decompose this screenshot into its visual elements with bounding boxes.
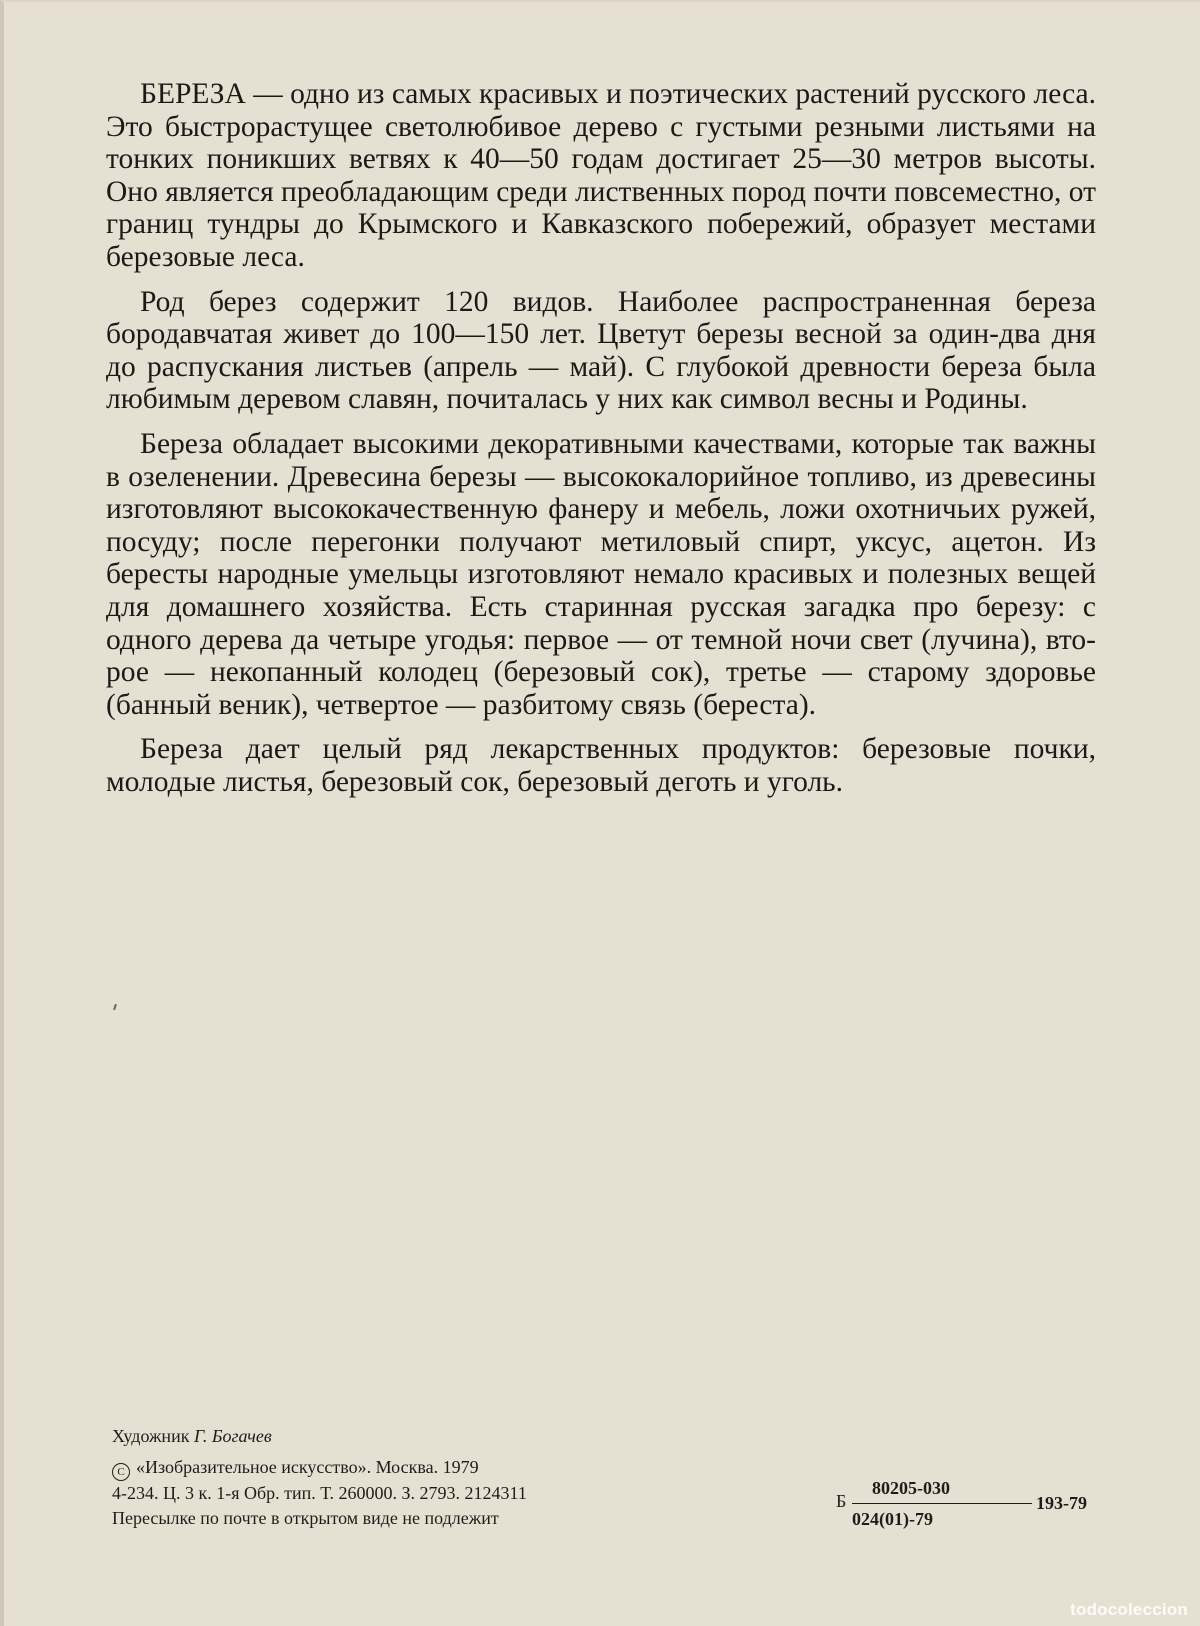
index-suffix: 193-79 (1036, 1493, 1087, 1513)
publisher-text: «Изобразительное искусство». Москва. 1979 (136, 1457, 479, 1477)
catalog-index-code (836, 1478, 1096, 1538)
artist-credit (112, 1424, 527, 1449)
index-denominator: 024(01)-79 (852, 1509, 933, 1529)
artist-label: Художник (112, 1426, 190, 1446)
copyright-icon: C (112, 1463, 130, 1481)
paragraph-medicinal: Береза дает целый ряд лекарственных продуктов: березовые почки, молодые листья, березовый сок, березовый деготь и уголь. (106, 733, 1096, 798)
artist-name: Г. Богачев (193, 1426, 272, 1446)
paragraph-species: Род берез содержит 120 видов. Наиболее распространенная береза бородавчатая живет до 100—150 лет. Цветут березы весной за один-два дня до распускания листьев (апрель — май). С глубокой древности береза была любимым деревом славян, почиталась у них как символ весны и Родины. (106, 285, 1096, 416)
fraction-line (852, 1503, 1032, 1504)
watermark-logo: todocoleccion (1070, 1600, 1188, 1619)
print-details: 4-234. Ц. 3 к. 1-я Обр. тип. Т. 260000. З. 2793. 2124311 (112, 1483, 527, 1503)
article-text (106, 78, 1096, 810)
paragraph-intro: БЕРЕЗА — одно из самых красивых и поэтических растений русского леса. Это быстрорастущее светолюбивое дерево с густыми резными листьями на тонких поникших ветвях к 40—50 годам достигает 25—30 метров высоты. Оно является преобладающим среди лиственных пород почти повсеместно, от границ тундры до Крымского и Кавказского побережий, образует местами березовые леса. (106, 78, 1096, 273)
index-prefix: Б (836, 1491, 847, 1511)
paragraph-uses: Береза обладает высокими декоративными качествами, которые так важны в озеленении. Древесина березы — высококалорийное топливо, из древесины изготовляют высококачественную фанеру и мебель, ложи охотничьих ружей, посуду; после перегонки получают метиловый спирт, уксус, ацетон. Из бересты народные умельцы изготовляют немало красивых и полезных вещей для домашнего хозяйства. Есть старинная русская загадка про березу: с одного дерева да четыре угодья: первое — от темной ночи свет (лучина), второе — некопанный колодец (березовый сок), третье — старому здоровье (банный веник), четвертое — разбитому связь (береста). (106, 427, 1096, 721)
index-numerator: 80205-030 (872, 1478, 950, 1498)
publisher-line (112, 1455, 527, 1481)
mail-note: Пересылке по почте в открытом виде не подлежит (112, 1508, 499, 1528)
imprint-block (112, 1424, 527, 1531)
